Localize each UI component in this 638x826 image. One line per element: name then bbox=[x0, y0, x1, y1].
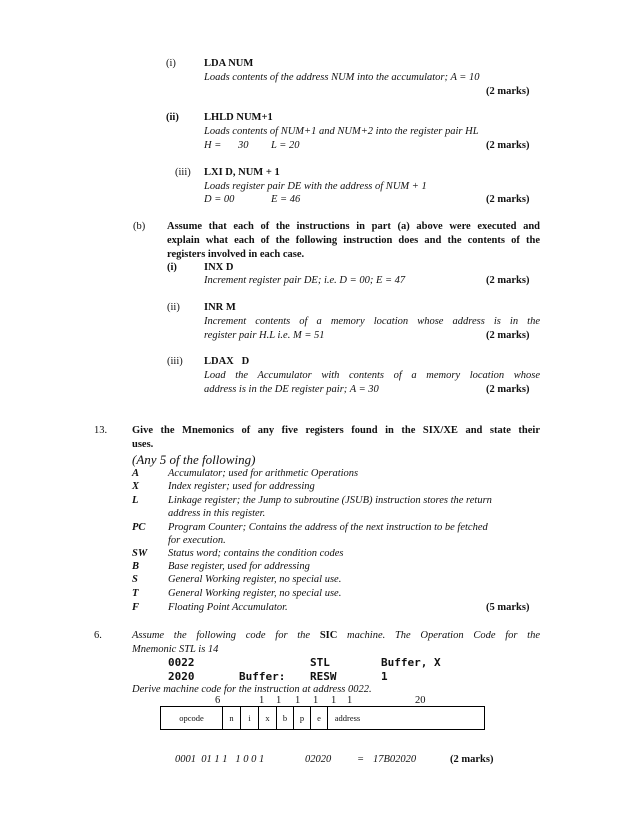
q6-text-line2: Mnemonic STL is 14 bbox=[132, 644, 219, 655]
bitwidth-n: 1 bbox=[259, 695, 265, 706]
field-address: address bbox=[327, 707, 367, 729]
instruction-format-diagram bbox=[160, 706, 485, 730]
b-iii-desc-line1: Load the Accumulator with contents of a memory location whose bbox=[204, 370, 540, 381]
b-iii-marks: (2 marks) bbox=[486, 384, 530, 395]
reg-desc-l-line1: Linkage register; the Jump to subroutine (JSUB) instruction stores the return bbox=[168, 495, 492, 506]
reg-desc-sw: Status word; contains the condition codes bbox=[168, 548, 344, 559]
reg-code-x: X bbox=[132, 481, 140, 492]
field-p: p bbox=[293, 707, 310, 729]
b-i-num: (i) bbox=[167, 262, 177, 273]
a-iii-desc: Loads register pair DE with the address of NUM + 1 bbox=[204, 181, 427, 192]
a-ii-val-l: L = 20 bbox=[271, 140, 300, 151]
field-opcode: opcode bbox=[179, 713, 204, 723]
a-iii-val-e: E = 46 bbox=[271, 194, 301, 205]
b-i-desc: Increment register pair DE; i.e. D = 00; E = 47 bbox=[204, 275, 406, 286]
a-iii-marks: (2 marks) bbox=[486, 194, 530, 205]
a-ii-num: (ii) bbox=[166, 112, 179, 123]
field-i: i bbox=[240, 707, 258, 729]
q6-text-sic: SIC bbox=[319, 630, 338, 641]
reg-desc-a: Accumulator; used for arithmetic Operations bbox=[168, 468, 359, 479]
reg-code-b: B bbox=[132, 561, 140, 572]
b-ii-marks: (2 marks) bbox=[486, 330, 530, 341]
bitwidth-x: 1 bbox=[295, 695, 301, 706]
a-i-marks: (2 marks) bbox=[486, 86, 530, 97]
q13-question-line2: uses. bbox=[132, 439, 154, 450]
reg-code-l: L bbox=[132, 495, 139, 506]
code-row2-label: Buffer: bbox=[239, 670, 286, 683]
q13-marks: (5 marks) bbox=[486, 602, 530, 613]
code-row1-operand: Buffer, X bbox=[381, 656, 441, 669]
field-n: n bbox=[222, 707, 240, 729]
code-row1-addr: 0022 bbox=[168, 656, 195, 669]
b-ii-desc-line2: register pair H.L i.e. M = 51 bbox=[204, 330, 325, 341]
b-iii-num: (iii) bbox=[167, 356, 183, 367]
q13-number: 13. bbox=[94, 425, 108, 436]
reg-desc-pc-line1: Program Counter; Contains the address of the next instruction to be fetched bbox=[168, 522, 488, 533]
answer-hex: 17B02020 bbox=[373, 754, 417, 765]
reg-code-t: T bbox=[132, 588, 139, 599]
field-e: e bbox=[310, 707, 327, 729]
q13-question-line1: Give the Mnemonics of any five registers found in the SIX/XE and state their bbox=[132, 425, 540, 436]
b-i-marks: (2 marks) bbox=[486, 275, 530, 286]
reg-desc-pc-line2: for execution. bbox=[168, 535, 226, 546]
field-b: b bbox=[276, 707, 293, 729]
a-ii-title: LHLD NUM+1 bbox=[204, 112, 273, 123]
code-row1-op: STL bbox=[310, 656, 330, 669]
a-iii-val-d: D = 00 bbox=[204, 194, 235, 205]
bitwidth-b: 1 bbox=[313, 695, 319, 706]
reg-code-sw: SW bbox=[132, 548, 148, 559]
reg-desc-x: Index register; used for addressing bbox=[168, 481, 315, 492]
reg-desc-l-line2: address in this register. bbox=[168, 508, 266, 519]
answer-address: 02020 bbox=[305, 754, 332, 765]
b-iii-desc-line2: address is in the DE register pair; A = 30 bbox=[204, 384, 379, 395]
q13-subhead: (Any 5 of the following) bbox=[132, 452, 256, 467]
b-iii-title: LDAX D bbox=[204, 356, 250, 367]
q6-text-post: machine. The Operation Code for the bbox=[337, 630, 541, 641]
b-question-line2: explain what each of the following instruction does and the contents of the bbox=[167, 235, 540, 246]
a-iii-num: (iii) bbox=[175, 167, 191, 178]
b-question-line1: Assume that each of the instructions in part (a) above were executed and bbox=[167, 221, 540, 232]
q6-number: 6. bbox=[94, 630, 102, 641]
reg-code-f: F bbox=[132, 602, 140, 613]
code-row2-op: RESW bbox=[310, 670, 337, 683]
q6-marks: (2 marks) bbox=[450, 754, 494, 765]
a-i-num: (i) bbox=[166, 58, 176, 69]
q6-text-pre: Assume the following code for the bbox=[132, 630, 320, 641]
reg-desc-s: General Working register, no special use. bbox=[168, 574, 342, 585]
b-i-title: INX D bbox=[204, 262, 234, 273]
reg-desc-t: General Working register, no special use. bbox=[168, 588, 342, 599]
answer-equals: = bbox=[357, 754, 365, 765]
q6-derive: Derive machine code for the instruction at address 0022. bbox=[132, 684, 372, 695]
reg-desc-b: Base register, used for addressing bbox=[168, 561, 310, 572]
b-question-line3: registers involved in each case. bbox=[167, 249, 305, 260]
reg-code-a: A bbox=[132, 468, 140, 479]
a-iii-title: LXI D, NUM + 1 bbox=[204, 167, 280, 178]
field-x: x bbox=[258, 707, 276, 729]
bitwidth-opcode: 6 bbox=[215, 695, 221, 706]
reg-code-pc: PC bbox=[132, 522, 146, 533]
reg-desc-f: Floating Point Accumulator. bbox=[168, 602, 288, 613]
b-ii-num: (ii) bbox=[167, 302, 180, 313]
code-row2-addr: 2020 bbox=[168, 670, 195, 683]
code-row2-operand: 1 bbox=[381, 670, 388, 683]
answer-bits: 0001 01 1 1 1 0 0 1 bbox=[175, 754, 265, 765]
a-i-title: LDA NUM bbox=[204, 58, 254, 69]
bitwidth-address: 20 bbox=[415, 695, 426, 706]
a-ii-val-h-num: 30 bbox=[238, 140, 249, 151]
reg-code-s: S bbox=[132, 574, 138, 585]
bitwidth-p: 1 bbox=[331, 695, 337, 706]
a-i-desc: Loads contents of the address NUM into the accumulator; A = 10 bbox=[204, 72, 480, 83]
b-ii-title: INR M bbox=[204, 302, 236, 313]
a-ii-desc: Loads contents of NUM+1 and NUM+2 into the register pair HL bbox=[204, 126, 479, 137]
bitwidth-i: 1 bbox=[276, 695, 282, 706]
a-ii-marks: (2 marks) bbox=[486, 140, 530, 151]
b-label: (b) bbox=[133, 221, 146, 232]
a-ii-val-h: H = bbox=[204, 140, 222, 151]
b-ii-desc-line1: Increment contents of a memory location whose address is in the bbox=[204, 316, 540, 327]
q6-text-line1 bbox=[132, 629, 540, 642]
bitwidth-e: 1 bbox=[347, 695, 353, 706]
